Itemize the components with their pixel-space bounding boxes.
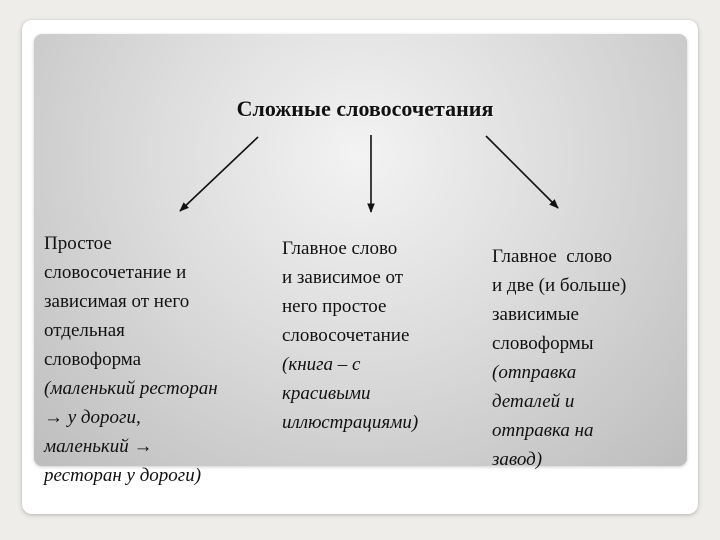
col1-line: словоформа [44, 349, 142, 370]
col1-example-line: (маленький ресторан [44, 378, 218, 399]
col3-example-line: завод) [492, 449, 543, 470]
column-simple-phrase-plus-wordform [44, 229, 289, 490]
col3-line: и две (и больше) [492, 275, 627, 296]
col2-example-line: иллюстрациями) [282, 412, 419, 433]
column-main-word-plus-two-wordforms [492, 242, 692, 474]
arrow-right [486, 136, 558, 208]
col3-example-line: (отправка [492, 362, 577, 383]
col2-example-line: (книга – с [282, 354, 361, 375]
col1-example-line: ресторан у дороги) [44, 465, 202, 486]
col1-line: словосочетание и [44, 262, 187, 283]
col3-example-line: отправка на [492, 420, 594, 441]
col3-line: зависимые [492, 304, 579, 325]
col2-line: Главное слово [282, 238, 398, 259]
col1-line: зависимая от него [44, 291, 190, 312]
col1-example-line: маленький → [44, 436, 153, 457]
col3-line: Главное слово [492, 246, 613, 267]
col1-line: Простое [44, 233, 112, 254]
col2-line: него простое [282, 296, 387, 317]
col3-example-line: деталей и [492, 391, 575, 412]
diagram-title: Сложные словосочетания [236, 96, 494, 121]
col1-line: отдельная [44, 320, 125, 341]
col3-line: словоформы [492, 333, 594, 354]
col2-line: и зависимое от [282, 267, 404, 288]
col2-example-line: красивыми [282, 383, 371, 404]
col1-example-line: → у дороги, [44, 407, 141, 428]
col2-line: словосочетание [282, 325, 410, 346]
column-main-word-plus-phrase [282, 234, 482, 437]
arrow-left [180, 137, 258, 211]
